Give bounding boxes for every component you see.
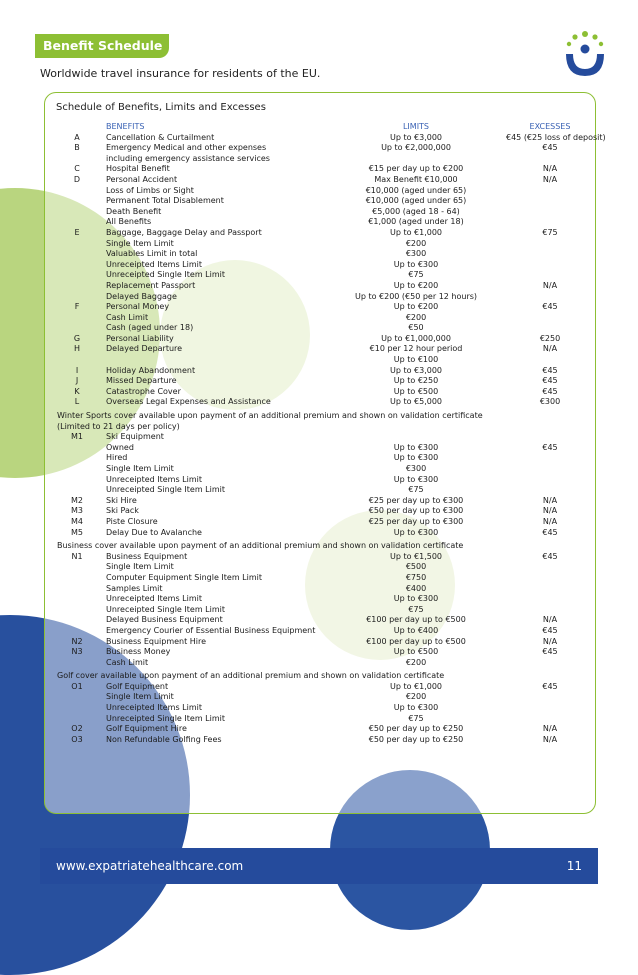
row-excess [506,239,594,250]
table-row [48,692,594,703]
row-limit: Up to €1,000 [389,681,443,691]
table-row [48,682,594,693]
row-limit: Up to €300 [393,453,439,463]
row-benefit: Cash Limit [106,312,149,322]
row-excess: N/A [542,280,558,290]
row-limit: Up to €300 [393,594,439,604]
row-code: K [74,386,80,396]
table-row [48,453,594,464]
table-row [48,249,594,260]
row-code: D [73,174,81,184]
table-row [48,464,594,475]
row-excess [506,323,594,334]
row-limit: €300 [405,249,427,259]
row-code [48,626,106,637]
row-code [48,615,106,626]
row-code [48,475,106,486]
row-code [48,464,106,475]
row-code [48,703,106,714]
row-benefit: Delayed Baggage [106,291,177,301]
row-limit: €75 [408,485,424,495]
page-subtitle: Worldwide travel insurance for residents of the EU. [40,67,321,80]
row-benefit: Golf Equipment [106,681,169,691]
table-row [48,432,594,443]
row-benefit: Unreceipted Items Limit [106,594,203,604]
row-excess: €250 [539,333,561,343]
row-excess [506,453,594,464]
row-excess: €45 [542,376,558,386]
table-row [48,281,594,292]
row-limit: Up to €500 [393,386,439,396]
row-benefit: Owned [106,442,134,452]
row-limit: Up to €500 [393,647,439,657]
table-row [48,647,594,658]
row-code [48,196,106,207]
winter-sports-rows [48,432,594,538]
row-excess [506,292,594,303]
row-benefit: Piste Closure [106,516,158,526]
row-limit: €200 [405,692,427,702]
row-limit: €200 [405,312,427,322]
row-excess [506,270,594,281]
row-code [48,323,106,334]
row-code: G [73,333,81,343]
row-excess [506,313,594,324]
row-benefit: Single Item Limit [106,562,174,572]
table-row [48,724,594,735]
row-limit: €10,000 (aged under 65) [365,185,467,195]
row-excess [506,196,594,207]
row-code: N3 [71,647,83,657]
row-benefit: Business Equipment [106,551,188,561]
row-limit: €1,000 (aged under 18) [368,217,464,227]
row-code [48,281,106,292]
schedule-title: Schedule of Benefits, Limits and Excesses [56,102,266,113]
row-code: N2 [71,636,83,646]
table-row [48,637,594,648]
row-benefit: Ski Pack [106,506,139,516]
row-limit: €15 per day up to €200 [368,164,464,174]
table-row [48,506,594,517]
row-code: H [73,344,80,354]
row-limit: Up to €200 [393,280,439,290]
table-row [48,496,594,507]
row-limit: Up to €300 [393,259,439,269]
row-excess [506,692,594,703]
row-benefit: Emergency Courier of Essential Business Equipment [106,625,316,635]
row-code: O3 [71,734,83,744]
row-benefit: Catastrophe Cover [106,386,181,396]
table-header-row [48,122,594,133]
table-row [48,228,594,239]
row-limit: Up to €1,000,000 [381,333,451,343]
excesses-column-header: EXCESSES [529,122,571,131]
row-code: M1 [71,432,83,442]
row-benefit: All Benefits [106,217,152,227]
row-excess: N/A [542,164,558,174]
row-excess: €45 [542,442,558,452]
row-limit: Up to €250 [393,376,439,386]
page-title-banner: Benefit Schedule [35,34,169,58]
row-code [48,270,106,281]
row-code [48,658,106,669]
row-limit [326,154,506,165]
row-code [48,292,106,303]
row-limit: €200 [405,657,427,667]
table-row [48,584,594,595]
row-benefit: Baggage, Baggage Delay and Passport [106,227,262,237]
row-benefit: Delayed Business Equipment [106,615,223,625]
row-excess: €45 [542,551,558,561]
row-limit: Up to €300 [393,442,439,452]
row-limit: Up to €3,000 [389,132,443,142]
table-row [48,355,594,366]
row-code: B [74,143,80,153]
row-limit: €50 [408,323,424,333]
table-row [48,270,594,281]
row-excess [506,432,594,443]
row-benefit: Personal Money [106,302,170,312]
row-code [48,154,106,165]
row-code [48,249,106,260]
table-row [48,154,594,165]
row-limit: Up to €400 [393,625,439,635]
row-limit: €200 [405,238,427,248]
row-code [48,186,106,197]
table-row [48,334,594,345]
table-row [48,366,594,377]
golf-cover-rows [48,682,594,746]
row-benefit: Cash Limit [106,657,149,667]
row-limit: €50 per day up to €300 [368,506,464,516]
table-row [48,626,594,637]
row-code [48,239,106,250]
row-benefit: Business Money [106,647,171,657]
business-cover-heading: Business cover available upon payment of an additional premium and shown on validation certificate [57,541,464,551]
table-row [48,175,594,186]
row-code: N1 [71,551,83,561]
row-excess: €75 [542,227,558,237]
row-excess: N/A [542,734,558,744]
row-limit: Up to €1,500 [389,551,443,561]
row-excess: €45 [542,386,558,396]
row-limit: €300 [405,464,427,473]
table-row [48,132,606,144]
row-benefit: Hired [106,453,128,463]
row-benefit: Cancellation & Curtailment [106,132,215,142]
row-benefit: Replacement Passport [106,280,196,290]
row-limit: Max Benefit €10,000 [374,174,458,184]
row-code: O1 [71,681,83,691]
row-benefit: Unreceipted Single Item Limit [106,485,225,495]
row-benefit: Emergency Medical and other expenses [106,143,267,153]
row-benefit: Cash (aged under 18) [106,323,194,333]
table-row [48,186,594,197]
row-code: M2 [71,495,83,505]
table-row [48,260,594,271]
row-code: A [74,132,80,142]
row-limit: Up to €200 [393,302,439,312]
row-excess [506,714,594,725]
row-code [48,485,106,496]
table-row [48,562,594,573]
row-limit: €10 per 12 hour period [369,344,463,354]
table-row [48,735,594,746]
row-code [48,453,106,464]
row-code: M5 [71,527,83,537]
row-excess [506,260,594,271]
row-code [48,313,106,324]
row-code [48,584,106,595]
row-benefit: Hospital Benefit [106,164,170,174]
row-code [48,594,106,605]
row-excess [506,584,594,595]
row-benefit: Computer Equipment Single Item Limit [106,572,263,582]
table-row [48,528,594,539]
row-benefit: Golf Equipment Hire [106,724,187,734]
row-code [48,562,106,573]
row-benefit: Unreceipted Items Limit [106,259,203,269]
row-benefit: including emergency assistance services [106,153,270,163]
table-row [48,302,594,313]
row-excess [506,594,594,605]
row-excess [506,355,594,366]
row-code [48,207,106,218]
table-row [48,344,594,355]
row-limit: Up to €100 [393,355,439,365]
row-limit: Up to €300 [393,703,439,713]
table-row [48,703,594,714]
row-limit: €500 [405,562,427,572]
row-benefit: Permanent Total Disablement [106,196,224,206]
row-limit: €10,000 (aged under 65) [365,196,467,206]
limits-column-header: LIMITS [402,122,430,131]
row-code: I [75,365,79,375]
row-limit: €100 per day up to €500 [366,636,466,646]
row-benefit: Unreceipted Items Limit [106,703,203,713]
table-row [48,217,594,228]
row-excess: €45 [542,625,558,635]
row-excess [506,249,594,260]
row-limit: Up to €3,000 [389,365,443,375]
table-row [48,207,594,218]
table-row [48,239,594,250]
row-benefit: Business Equipment Hire [106,636,207,646]
row-excess [506,703,594,714]
row-benefit: Overseas Legal Expenses and Assistance [106,397,271,407]
row-benefit: Missed Departure [106,376,177,386]
row-benefit: Single Item Limit [106,692,174,702]
row-code [48,692,106,703]
row-limit [326,432,506,443]
row-limit: €400 [405,583,427,593]
row-benefit: Unreceipted Single Item Limit [106,604,225,614]
row-limit: €750 [405,572,427,582]
row-code [48,573,106,584]
table-row [48,475,594,486]
row-benefit: Delay Due to Avalanche [106,527,202,537]
row-excess [506,475,594,486]
row-code [48,355,106,366]
row-code: M4 [71,516,83,526]
row-excess [506,562,594,573]
row-excess [506,658,594,669]
company-logo-icon [560,30,610,80]
row-limit: €25 per day up to €300 [368,495,464,505]
row-excess [506,485,594,496]
page-number: 11 [566,859,582,873]
row-excess: N/A [542,344,558,354]
table-row [48,443,594,454]
row-limit: Up to €5,000 [389,397,443,407]
row-code: M3 [71,506,83,516]
table-row [48,552,594,563]
table-row [48,594,594,605]
row-excess: N/A [542,174,558,184]
row-benefit: Personal Liability [106,333,174,343]
row-excess: N/A [542,724,558,734]
row-limit: Up to €1,000 [389,227,443,237]
row-limit: €50 per day up to €250 [368,734,464,744]
row-excess: €45 [542,681,558,691]
table-row [48,397,594,408]
row-excess: N/A [542,636,558,646]
winter-sports-note: (Limited to 21 days per policy) [57,421,180,431]
table-row [48,376,594,387]
row-benefit: Personal Accident [106,174,178,184]
table-row [48,292,594,303]
row-limit: €75 [408,604,424,614]
row-excess: N/A [542,495,558,505]
footer-website-link[interactable]: www.expatriatehealthcare.com [56,859,244,873]
row-excess: N/A [542,516,558,526]
row-benefit: Delayed Departure [106,344,183,354]
row-excess: €45 [542,527,558,537]
row-code [48,605,106,616]
row-excess: €45 [542,365,558,375]
golf-cover-heading: Golf cover available upon payment of an additional premium and shown on validation certificate [57,671,445,681]
row-excess: €45 [542,143,558,153]
row-code: L [74,397,80,407]
table-row [48,605,594,616]
row-excess [506,605,594,616]
row-code: J [75,376,79,386]
row-limit: €75 [408,270,424,280]
row-excess: €45 (€25 loss of deposit) [506,132,606,142]
row-benefit: Loss of Limbs or Sight [106,185,194,195]
row-code [48,260,106,271]
row-excess: N/A [542,615,558,625]
row-excess: N/A [542,506,558,516]
table-row [48,658,594,669]
row-excess: €300 [539,397,561,407]
row-benefit: Holiday Abandonment [106,365,196,375]
row-benefit: Samples Limit [106,583,163,593]
row-limit: Up to €300 [393,474,439,484]
row-code: F [74,302,80,312]
row-limit: €5,000 (aged 18 - 64) [372,206,460,216]
row-excess [506,217,594,228]
row-benefit: Single Item Limit [106,238,174,248]
row-code [48,217,106,228]
row-benefit: Unreceipted Single Item Limit [106,270,225,280]
row-benefit: Death Benefit [106,206,162,216]
row-limit: Up to €2,000,000 [381,143,451,153]
row-excess [506,154,594,165]
table-row [48,387,594,398]
row-benefit: Valuables Limit in total [106,249,198,259]
row-excess [506,573,594,584]
row-benefit: Unreceipted Items Limit [106,474,203,484]
row-limit: €75 [408,713,424,723]
row-code: C [74,164,80,174]
table-row [48,164,594,175]
row-benefit: Single Item Limit [106,464,174,473]
row-code [48,443,106,454]
row-excess: €45 [542,302,558,312]
table-row [48,313,594,324]
row-benefit: Unreceipted Single Item Limit [106,713,225,723]
table-row [48,615,594,626]
row-code: O2 [71,724,83,734]
table-row [48,485,594,496]
row-limit: €50 per day up to €250 [368,724,464,734]
table-row [48,196,594,207]
row-excess: €45 [542,647,558,657]
row-limit: €100 per day up to €500 [366,615,466,625]
row-code [48,714,106,725]
row-benefit: Non Refundable Golfing Fees [106,734,222,744]
table-row [48,573,594,584]
row-limit: Up to €300 [393,527,439,537]
row-excess [506,186,594,197]
page-footer [40,848,598,884]
table-row [48,714,594,725]
benefits-column-header: BENEFITS [106,122,145,131]
row-limit: €25 per day up to €300 [368,516,464,526]
row-excess [506,464,594,475]
table-row [48,517,594,528]
table-row [48,143,594,154]
row-excess [506,207,594,218]
main-benefit-rows [48,132,606,408]
row-benefit [106,355,326,366]
table-row [48,323,594,334]
row-code: E [74,227,80,237]
business-cover-rows [48,552,594,669]
row-limit: Up to €200 (€50 per 12 hours) [354,291,478,301]
winter-sports-heading: Winter Sports cover available upon payment of an additional premium and shown on validation certificate [57,411,483,421]
benefit-table [48,122,606,745]
row-benefit: Ski Hire [106,495,137,505]
row-benefit: Ski Equipment [106,432,164,442]
